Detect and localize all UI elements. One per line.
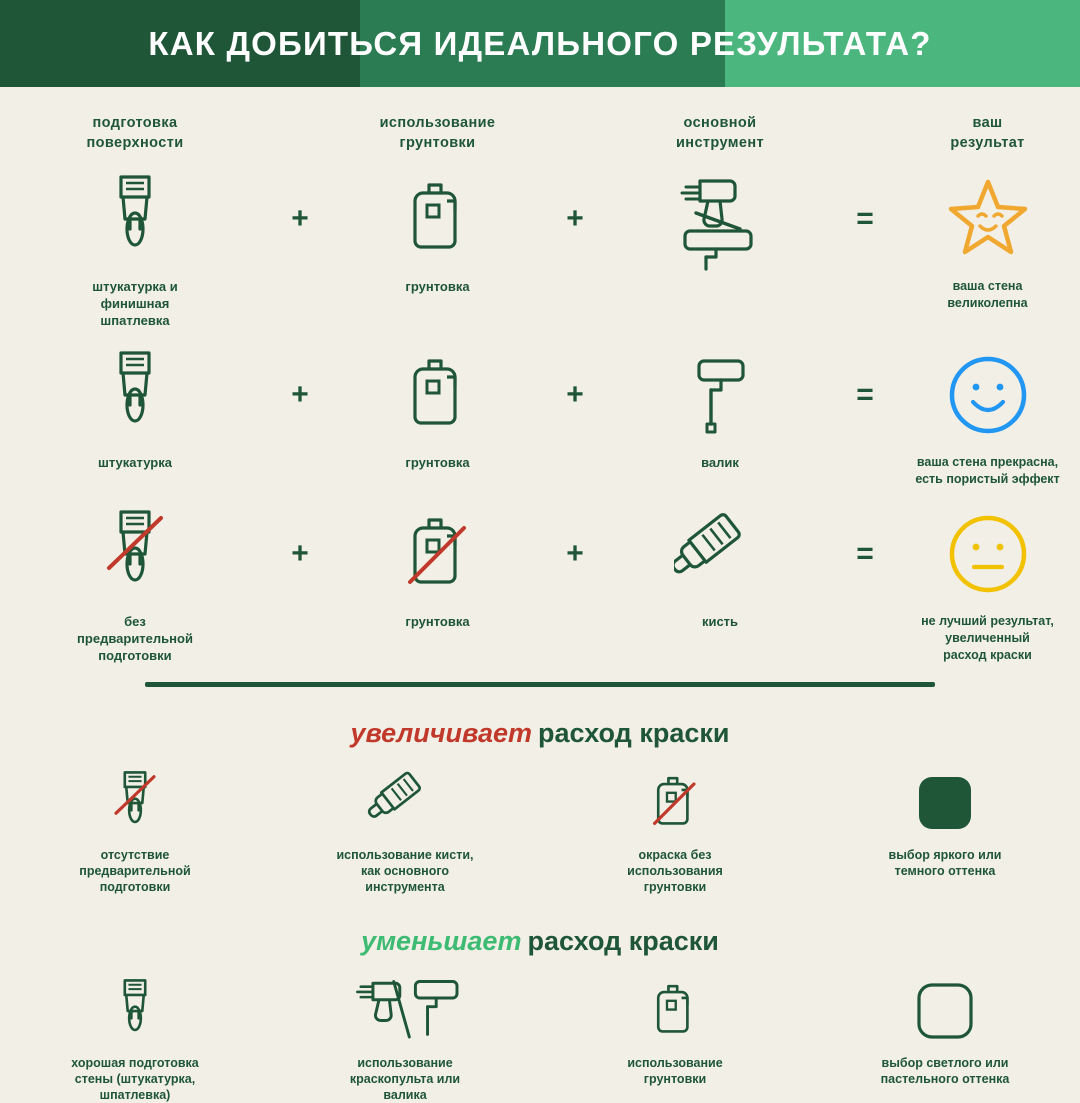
cell-preparation-2 [0,343,270,471]
operator-plus: + [291,202,309,235]
cell-result-1 [895,167,1080,312]
smiley-face-icon [947,343,1029,447]
increase-item-3-caption: окраска без использования грунтовки [627,848,723,894]
caption-preparation-1: штукатурка и финишная шпатлевка [92,279,178,328]
matrix-row [0,502,1080,664]
decrease-accent-text: уменьшает [361,926,522,956]
decrease-item-4 [810,975,1080,1103]
caption-result-3: не лучший результат, увеличенный расход краски [921,614,1054,662]
caption-primer-1: грунтовка [405,279,470,294]
primer-canister-icon [403,343,473,447]
column-header-result: ваш результат [950,115,1025,151]
spatula-icon [111,975,159,1047]
cell-primer-3 [330,502,545,630]
header-banner [0,0,1080,87]
decrease-items [0,975,1080,1103]
roller-icon [680,343,760,447]
decrease-item-2 [270,975,540,1103]
cell-tool-2 [605,343,835,471]
caption-tool-2: валик [701,455,739,470]
increase-item-2 [270,767,540,895]
caption-preparation-3: без предварительной подготовки [77,614,193,663]
header-spacer-1 [270,113,330,153]
dark-swatch-icon [915,767,975,839]
decrease-item-1-caption: хорошая подготовка стены (штукатурка, шпатлевка) [71,1056,199,1102]
caption-primer-3: грунтовка [405,614,470,629]
matrix-row [0,343,1080,488]
primer-canister-crossed-icon [398,502,478,606]
cell-preparation-1 [0,167,270,329]
primer-canister-icon [403,167,473,271]
increase-item-1-caption: отсутствие предварительной подготовки [79,848,191,894]
increase-accent-text: увеличивает [350,718,533,748]
cell-tool-3 [605,502,835,630]
matrix-column-headers [0,113,1080,153]
brush-icon [365,767,445,839]
operator-plus: + [566,378,584,411]
operator-plus: + [566,202,584,235]
spray-gun-and-roller-icon [650,167,790,271]
decrease-item-4-caption: выбор светлого или пастельного оттенка [880,1056,1010,1086]
increase-item-1 [0,767,270,895]
caption-primer-2: грунтовка [405,455,470,470]
operator-plus: + [291,378,309,411]
column-header-preparation: подготовка поверхности [86,115,184,151]
primer-canister-crossed-icon [642,767,708,839]
star-face-icon [945,167,1031,271]
brush-icon [674,502,766,606]
operator-equals: = [856,202,874,235]
light-swatch-icon [915,975,975,1047]
increase-item-3 [540,767,810,895]
cell-tool-1 [605,167,835,278]
column-header-tool: основной инструмент [675,115,765,151]
increase-item-4 [810,767,1080,895]
operator-plus: + [566,537,584,570]
increase-items [0,767,1080,895]
comparison-matrix [0,87,1080,664]
increase-rest-text: расход краски [538,718,730,748]
increase-item-2-caption: использование кисти, как основного инструмента [336,848,474,894]
cell-result-3 [895,502,1080,664]
decrease-item-2-caption: использование краскопульта или валика [349,1056,461,1102]
cell-preparation-3 [0,502,270,664]
caption-tool-3: кисть [701,614,739,629]
operator-equals: = [856,378,874,411]
caption-preparation-2: штукатурка [98,455,172,470]
spray-gun-and-roller-icon [340,975,470,1047]
column-header-primer: использование грунтовки [379,115,496,151]
header-spacer-3 [835,113,895,153]
header-spacer-2 [545,113,605,153]
section-divider [145,682,935,687]
cell-primer-1 [330,167,545,295]
spatula-crossed-icon [105,767,165,839]
operator-plus: + [291,537,309,570]
decrease-item-3 [540,975,810,1103]
decrease-item-1 [0,975,270,1103]
decrease-item-3-caption: использование грунтовки [627,1056,723,1086]
increase-item-4-caption: выбор яркого или темного оттенка [888,848,1002,878]
caption-result-2: ваша стена прекрасна, есть пористый эффект [915,455,1060,486]
spatula-icon [107,167,163,271]
page-title: КАК ДОБИТЬСЯ ИДЕАЛЬНОГО РЕЗУЛЬТАТА? [148,25,932,62]
spatula-icon [107,343,163,447]
spatula-crossed-icon [99,502,171,606]
operator-equals: = [856,537,874,570]
matrix-row [0,167,1080,329]
decrease-section-title [0,925,1080,957]
primer-canister-icon [645,975,705,1047]
neutral-face-icon [947,502,1029,606]
cell-primer-2 [330,343,545,471]
decrease-rest-text: расход краски [527,926,719,956]
cell-result-2 [895,343,1080,488]
increase-section-title [0,717,1080,749]
caption-result-1: ваша стена великолепна [947,279,1028,310]
